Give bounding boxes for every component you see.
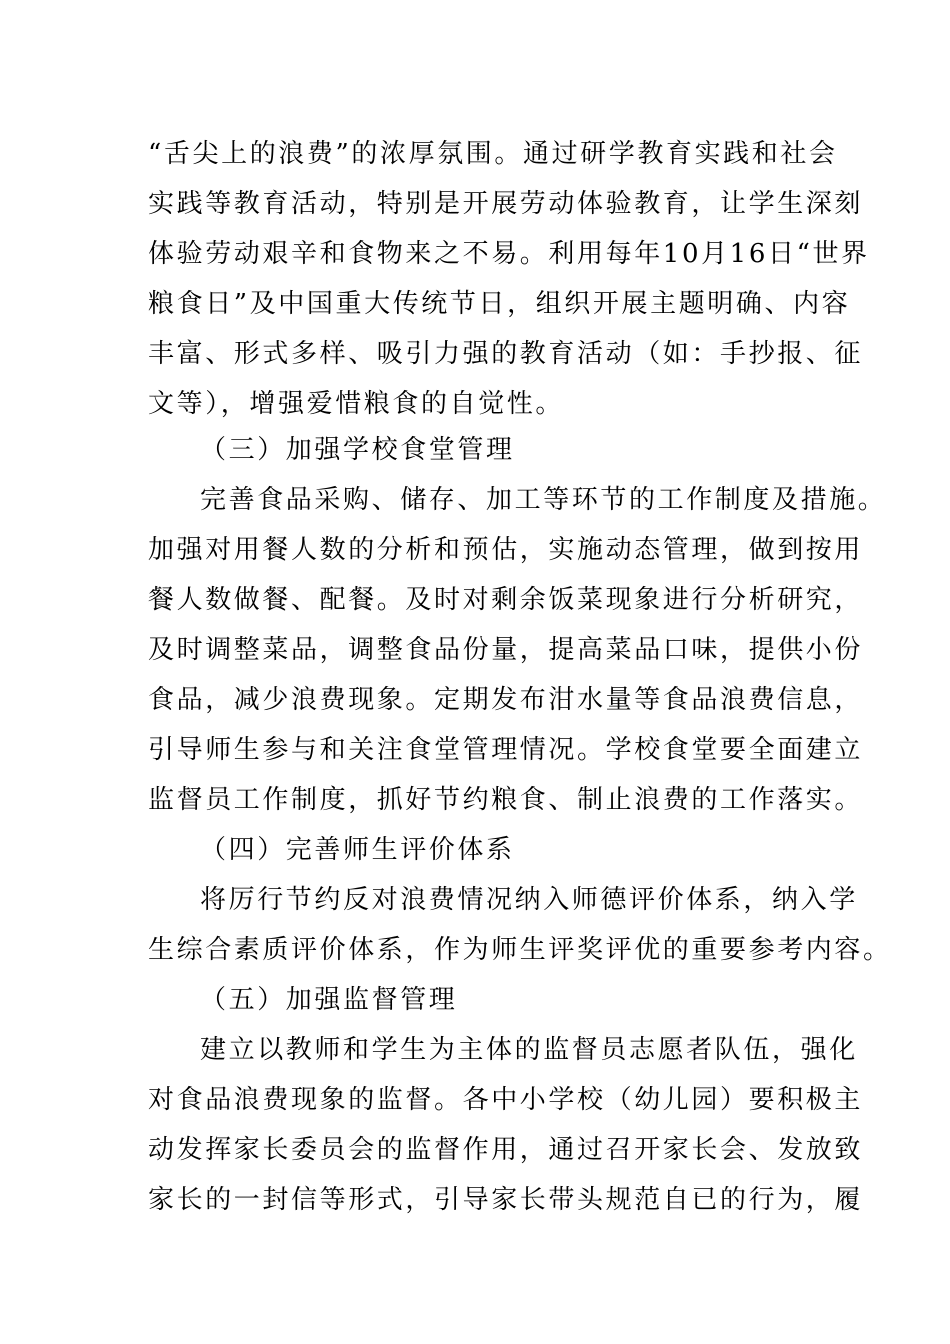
text-line: 实践等教育活动，特别是开展劳动体验教育，让学生深刻 <box>148 189 864 219</box>
section-heading: （四）完善师生评价体系 <box>200 835 515 865</box>
text-line: 建立以教师和学生为主体的监督员志愿者队伍，强化 <box>200 1035 858 1065</box>
text-line: “舌尖上的浪费”的浓厚氛围。通过研学教育实践和社会 <box>148 139 838 169</box>
text-line: 引导师生参与和关注食堂管理情况。学校食堂要全面建立 <box>148 735 864 765</box>
section-heading: （五）加强监督管理 <box>200 985 458 1015</box>
text-line: 生综合素质评价体系，作为师生评奖评优的重要参考内容。 <box>148 935 892 965</box>
text-line: 对食品浪费现象的监督。各中小学校（幼儿园）要积极主 <box>148 1085 864 1115</box>
text-line: 丰富、形式多样、吸引力强的教育活动（如：手抄报、征 <box>148 339 864 369</box>
text-line: 家长的一封信等形式，引导家长带头规范自已的行为，履 <box>148 1185 864 1215</box>
text-line: 监督员工作制度，抓好节约粮食、制止浪费的工作落实。 <box>148 785 864 815</box>
text-line: 食品，减少浪费现象。定期发布泔水量等食品浪费信息， <box>148 685 864 715</box>
text-line: 将厉行节约反对浪费情况纳入师德评价体系，纳入学 <box>200 885 858 915</box>
text-line: 加强对用餐人数的分析和预估，实施动态管理，做到按用 <box>148 535 864 565</box>
text-line: 粮食日”及中国重大传统节日，组织开展主题明确、内容 <box>148 289 851 319</box>
text-line: 及时调整菜品，调整食品份量，提高菜品口味，提供小份 <box>148 635 864 665</box>
text-line: 动发挥家长委员会的监督作用，通过召开家长会、发放致 <box>148 1135 864 1165</box>
section-heading: （三）加强学校食堂管理 <box>200 435 515 465</box>
text-line: 餐人数做餐、配餐。及时对剩余饭菜现象进行分析研究， <box>148 585 864 615</box>
text-line: 文等），增强爱惜粮食的自觉性。 <box>148 389 565 419</box>
text-line: 体验劳动艰辛和食物来之不易。利用每年10月16日“世界 <box>148 239 870 269</box>
text-line: 完善食品采购、储存、加工等环节的工作制度及措施。 <box>200 485 887 515</box>
